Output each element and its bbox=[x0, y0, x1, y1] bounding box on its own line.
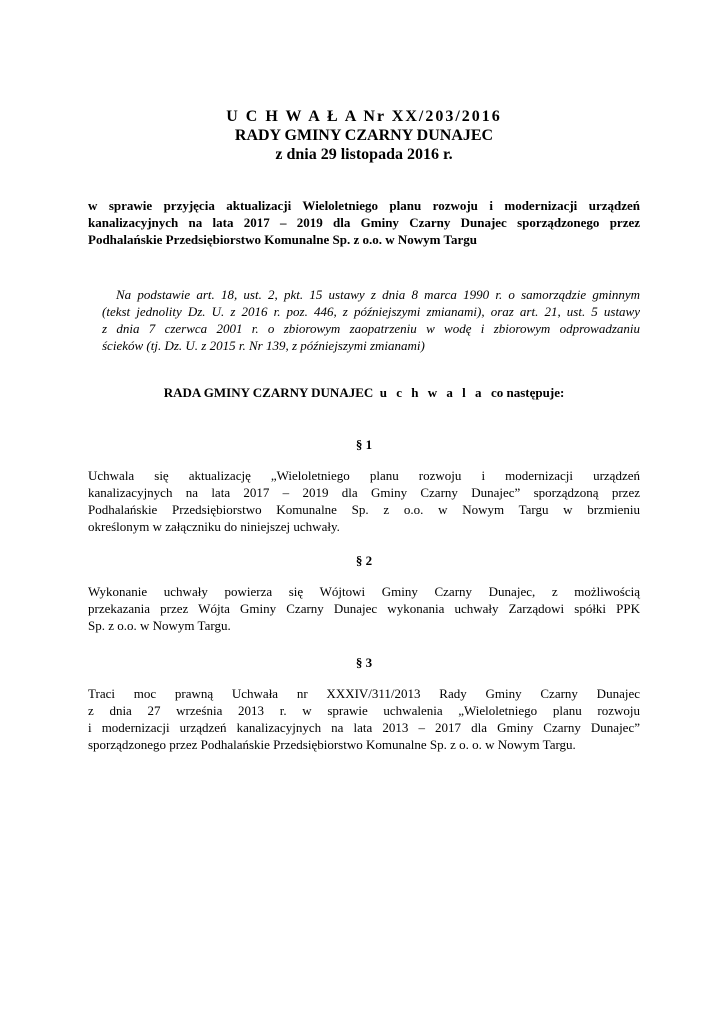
section-line: określonym w załączniku do niniejszej uchwały. bbox=[88, 519, 340, 534]
basis-line: (tekst jednolity Dz. U. z 2016 r. poz. 446, z późniejszymi zmianami), oraz art. 21, ust. 5 ustawy bbox=[102, 304, 640, 319]
basis-line: z dnia 7 czerwca 2001 r. o zbiorowym zaopatrzeniu w wodę i zbiorowym odprowadzaniu bbox=[102, 321, 640, 336]
section-mark: § 1 bbox=[355, 437, 373, 452]
basis-line: Na podstawie art. 18, ust. 2, pkt. 15 ustawy z dnia 8 marca 1990 r. o samorządzie gminnym bbox=[116, 287, 640, 302]
resolution-title: U C H W A Ł A Nr XX/203/2016 bbox=[226, 108, 502, 125]
section-line: z dnia 27 września 2013 r. w sprawie uchwalenia „Wieloletniego planu rozwoju bbox=[88, 703, 640, 718]
resolution-date: z dnia 29 listopada 2016 r. bbox=[275, 146, 453, 163]
subject-line: kanalizacyjnych na lata 2017 – 2019 dla Gminy Czarny Dunajec sporządzonego przez bbox=[88, 215, 640, 230]
basis-line: ścieków (tj. Dz. U. z 2015 r. Nr 139, z późniejszymi zmianami) bbox=[102, 338, 425, 353]
legal-basis bbox=[88, 286, 640, 354]
issuing-body: RADY GMINY CZARNY DUNAJEC bbox=[234, 127, 494, 144]
section-body bbox=[88, 583, 640, 634]
section-line: Wykonanie uchwały powierza się Wójtowi Gminy Czarny Dunajec, z możliwością bbox=[88, 584, 640, 599]
resolution-prefix: RADA GMINY CZARNY DUNAJEC bbox=[163, 385, 374, 400]
subject-line: Podhalańskie Przedsiębiorstwo Komunalne Sp. z o.o. w Nowym Targu bbox=[88, 232, 477, 247]
resolution-suffix: co następuje: bbox=[491, 385, 565, 400]
section-line: Traci moc prawną Uchwała nr XXXIV/311/2013 Rady Gminy Czarny Dunajec bbox=[88, 686, 640, 701]
section-body bbox=[88, 685, 640, 753]
section-line: Podhalańskie Przedsiębiorstwo Komunalne Sp. z o.o. w Nowym Targu w brzmieniu bbox=[88, 502, 640, 517]
section-body bbox=[88, 467, 640, 535]
section-line: i modernizacji urządzeń kanalizacyjnych na lata 2013 – 2017 dla Gminy Czarny Dunajec” bbox=[88, 720, 640, 735]
section-line: Uchwala się aktualizację „Wieloletniego planu rozwoju i modernizacji urządzeń bbox=[88, 468, 640, 483]
section-line: przekazania przez Wójta Gminy Czarny Dunajec wykonania uchwały Zarządowi spółki PPK bbox=[88, 601, 640, 616]
section-mark: § 3 bbox=[355, 655, 373, 670]
resolution-subject bbox=[88, 197, 640, 248]
subject-line: w sprawie przyjęcia aktualizacji Wieloletniego planu rozwoju i modernizacji urządzeń bbox=[88, 198, 640, 213]
resolution-verb: u c h w a l a bbox=[379, 385, 485, 400]
section-line: kanalizacyjnych na lata 2017 – 2019 dla Gminy Czarny Dunajec” sporządzoną przez bbox=[88, 485, 640, 500]
section-line: Sp. z o.o. w Nowym Targu. bbox=[88, 618, 231, 633]
resolution-clause bbox=[88, 384, 640, 401]
section-mark: § 2 bbox=[355, 553, 373, 568]
section-line: sporządzonego przez Podhalańskie Przedsiębiorstwo Komunalne Sp. z o. o. w Nowym Targu. bbox=[88, 737, 576, 752]
resolution-header bbox=[88, 107, 640, 164]
